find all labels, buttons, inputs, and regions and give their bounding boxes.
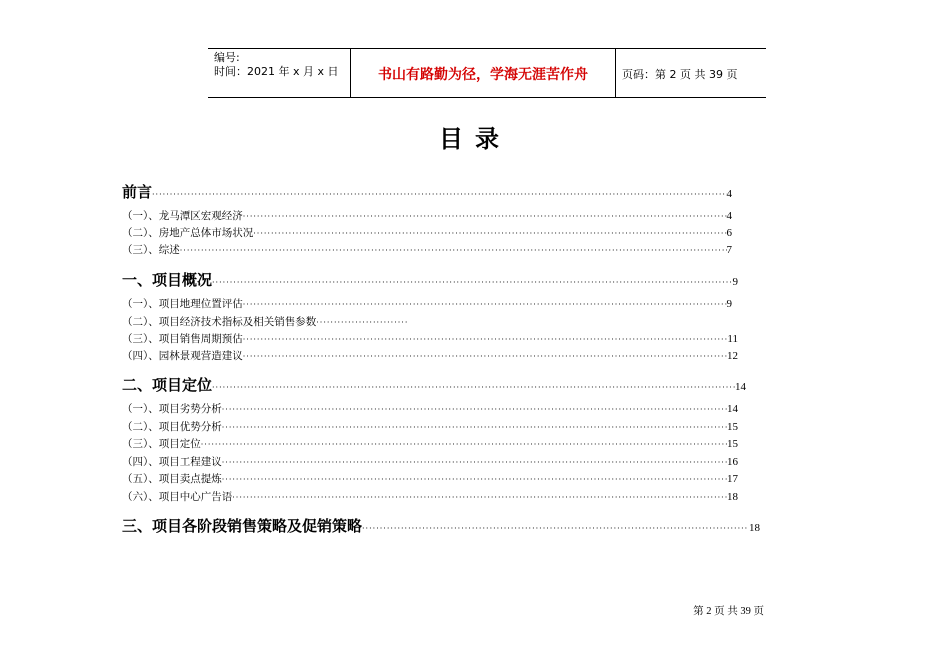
toc-label: （五）、项目卖点提炼	[122, 473, 222, 485]
toc-entry[interactable]	[122, 225, 732, 240]
toc-label: （三）、项目定位	[122, 438, 201, 450]
toc-entry[interactable]	[122, 454, 738, 469]
toc-label: （二）、项目优势分析	[122, 421, 222, 433]
toc-page: 17	[727, 473, 738, 485]
toc-page: 4	[726, 210, 732, 222]
toc-label: （六）、项目中心广告语	[122, 491, 233, 503]
toc-page: 14	[727, 403, 738, 415]
page-title: 目录	[439, 125, 511, 153]
toc-entry[interactable]	[122, 331, 738, 346]
toc-entry[interactable]	[122, 296, 732, 311]
toc-entry-section-2[interactable]	[122, 374, 746, 395]
toc-page: 16	[727, 456, 738, 468]
toc-entry[interactable]	[122, 314, 408, 329]
toc-entry-section-3[interactable]	[122, 515, 760, 536]
toc-leader	[362, 524, 749, 533]
toc-page: 4	[726, 188, 732, 200]
toc-page: 15	[727, 438, 738, 450]
toc-label: （三）、综述	[122, 244, 180, 256]
toc-page: 9	[726, 298, 732, 310]
toc-page: 6	[726, 227, 732, 239]
toc-label: 三、项目各阶段销售策略及促销策略	[122, 517, 363, 535]
toc-entry[interactable]	[122, 471, 738, 486]
time-label: 时间：2021 年 x 月 x 日	[214, 65, 339, 78]
toc-leader	[201, 440, 727, 449]
toc-leader	[243, 300, 727, 309]
toc-entry[interactable]	[122, 208, 732, 223]
toc-label: 一、项目概况	[122, 271, 213, 289]
header-divider	[615, 49, 616, 97]
page-footer: 第 2 页 共 39 页	[693, 606, 764, 617]
toc-label: （三）、项目销售周期预估	[122, 333, 243, 345]
document-header	[208, 48, 766, 98]
toc-leader	[222, 405, 727, 414]
toc-page: 12	[727, 350, 738, 362]
toc-page: 9	[732, 276, 738, 288]
toc-label: （四）、项目工程建议	[122, 456, 222, 468]
toc-leader	[243, 352, 727, 361]
toc-leader	[316, 318, 408, 327]
toc-leader	[212, 278, 732, 287]
toc-page: 7	[726, 244, 732, 256]
toc-page: 15	[727, 421, 738, 433]
toc-leader	[222, 475, 727, 484]
toc-page: 14	[735, 381, 746, 393]
toc-label: （二）、项目经济技术指标及相关销售参数	[122, 316, 317, 328]
toc-entry-section-1[interactable]	[122, 269, 738, 290]
toc-entry[interactable]	[122, 242, 732, 257]
serial-label: 编号:	[214, 51, 240, 64]
toc-label: （一）、龙马潭区宏观经济	[122, 210, 243, 222]
toc-page: 18	[749, 522, 760, 534]
toc-leader	[152, 190, 726, 199]
toc-entry[interactable]	[122, 348, 738, 363]
toc-label: （一）、项目劣势分析	[122, 403, 222, 415]
toc-leader	[180, 246, 727, 255]
toc-label: （四）、园林景观营造建议	[122, 350, 243, 362]
toc-label: （二）、房地产总体市场状况	[122, 227, 254, 239]
toc-page: 11	[727, 333, 738, 345]
toc-label: 二、项目定位	[122, 376, 213, 394]
toc-page: 18	[727, 491, 738, 503]
toc-leader	[243, 212, 727, 221]
header-meta	[214, 51, 339, 79]
toc-leader	[253, 229, 726, 238]
toc-entry[interactable]	[122, 489, 738, 504]
toc-leader	[212, 383, 735, 392]
toc-entry-preface[interactable]	[122, 181, 732, 202]
toc-leader	[222, 458, 727, 467]
toc-label: （一）、项目地理位置评估	[122, 298, 243, 310]
toc-leader	[222, 423, 727, 432]
header-page-info: 页码：第 2 页 共 39 页	[622, 68, 738, 81]
header-motto: 书山有路勤为径，学海无涯苦作舟	[378, 67, 588, 83]
toc-entry[interactable]	[122, 419, 738, 434]
toc-entry[interactable]	[122, 436, 738, 451]
toc-entry[interactable]	[122, 401, 738, 416]
toc-leader	[243, 335, 728, 344]
toc-leader	[232, 493, 727, 502]
toc-label: 前言	[122, 183, 153, 201]
